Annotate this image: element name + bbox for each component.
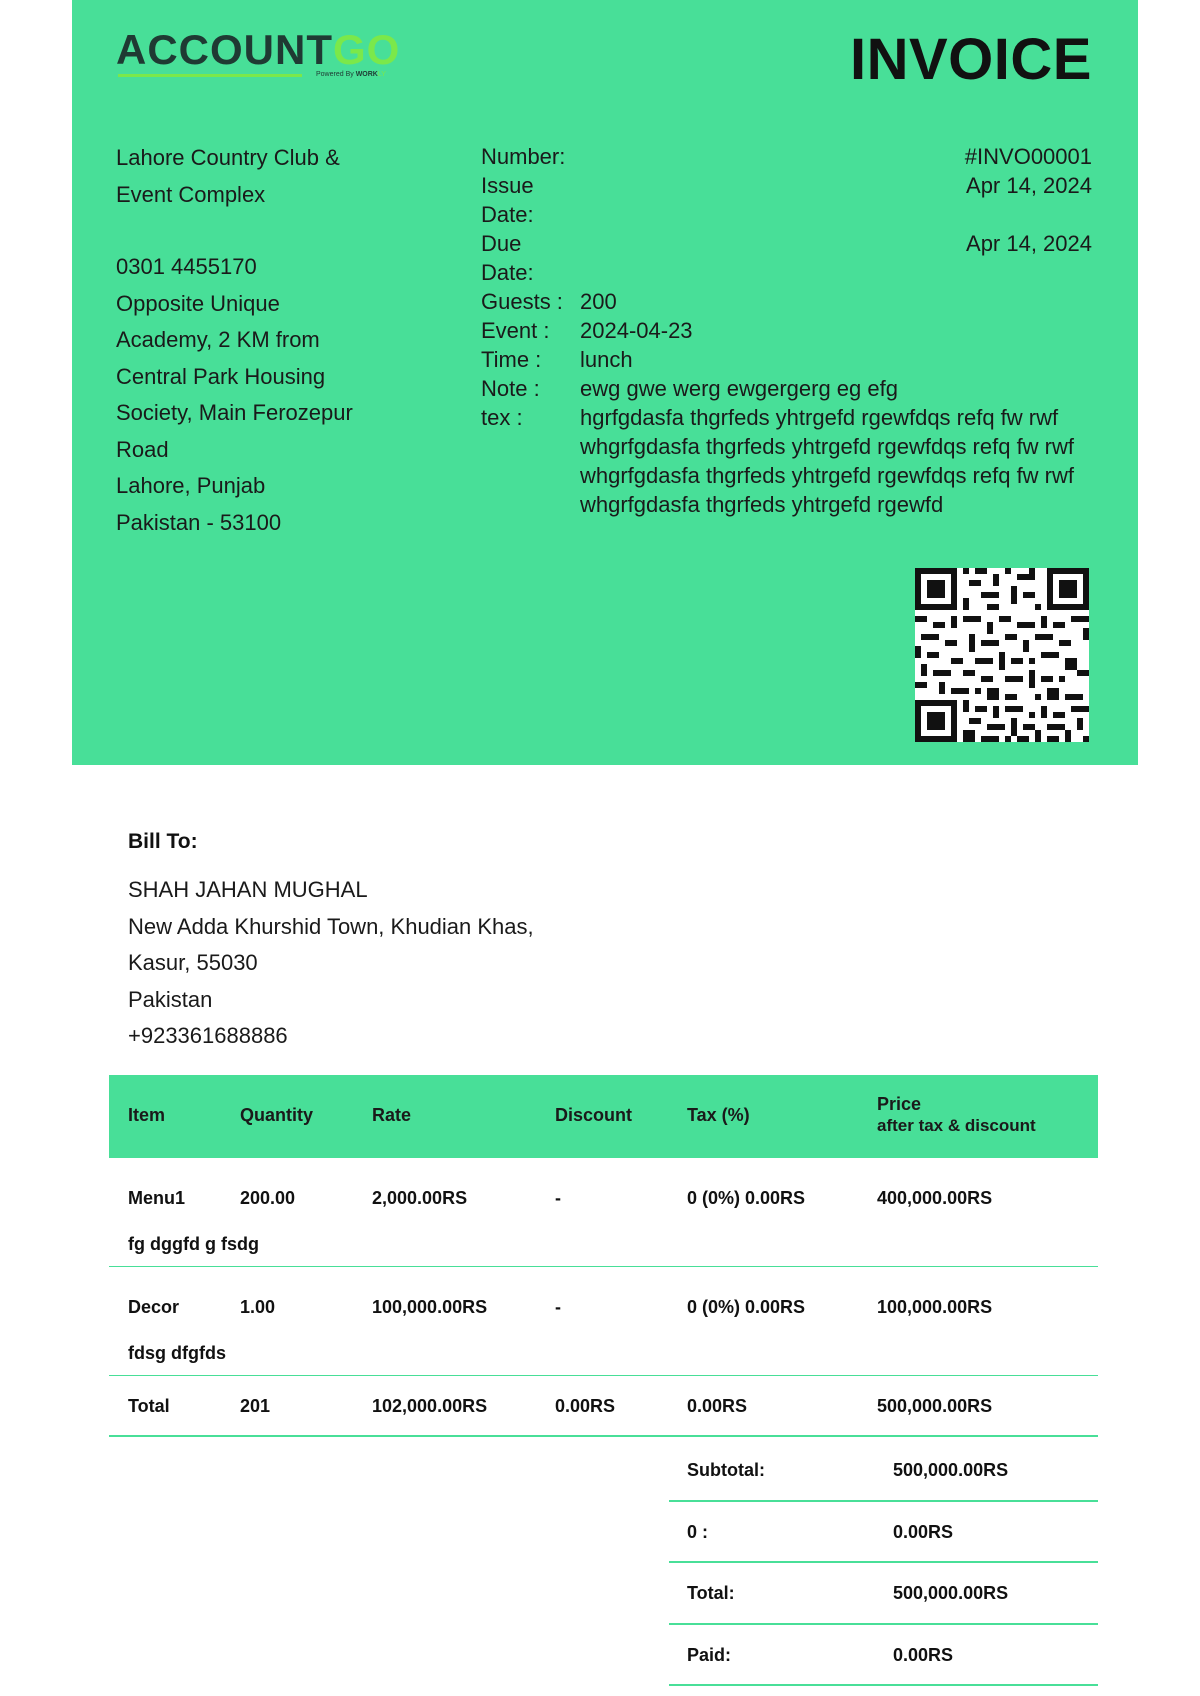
header-price-label: Price (877, 1094, 922, 1114)
company-address-line: Central Park Housing (116, 363, 326, 389)
row-quantity: 1.00 (240, 1297, 276, 1317)
invoice-number-label: Number: (481, 144, 566, 169)
summary-value: 0.00RS (893, 1521, 954, 1542)
client-phone: +923361688886 (128, 1023, 288, 1048)
row-discount: - (555, 1297, 561, 1317)
document-title: INVOICE (850, 27, 1092, 92)
row-description: fg dggfd g fsdg (128, 1234, 259, 1254)
table-total-row (109, 1376, 1098, 1437)
tex-label: tex : (481, 405, 523, 430)
row-discount: - (555, 1188, 561, 1208)
summary-value: 0.00RS (893, 1644, 954, 1665)
note-label: Note : (481, 376, 540, 401)
company-address-line: Road (116, 436, 169, 462)
row-tax: 0 (0%) 0.00RS (687, 1188, 806, 1208)
due-date-value: Apr 14, 2024 (966, 231, 1092, 256)
time-value: lunch (580, 347, 633, 372)
bill-to-heading: Bill To: (128, 830, 198, 853)
guests-value: 200 (580, 289, 617, 314)
client-country: Pakistan (128, 986, 213, 1012)
logo-underline (118, 74, 302, 77)
header-item: Item (128, 1105, 166, 1125)
invoice-header-panel (72, 0, 1138, 765)
header-discount: Discount (555, 1105, 633, 1125)
summary-row-total (669, 1563, 1098, 1625)
row-item: Menu1 (128, 1188, 186, 1208)
company-address-line: Lahore, Punjab (116, 473, 266, 498)
total-rate: 102,000.00RS (372, 1396, 488, 1416)
client-address-block (128, 872, 534, 1055)
due-date-label-line1: Due (481, 231, 522, 256)
issue-date-value: Apr 14, 2024 (966, 173, 1092, 198)
row-tax: 0 (0%) 0.00RS (687, 1297, 806, 1317)
total-label: Total (128, 1396, 170, 1416)
company-address-line: Society, Main Ferozepur (116, 400, 353, 425)
invoice-summary (669, 1440, 1098, 1686)
event-value: 2024-04-23 (580, 318, 693, 343)
summary-label: Total: (687, 1583, 735, 1603)
invoice-number-value: #INVO00001 (964, 144, 1092, 169)
table-header-row (109, 1075, 1098, 1158)
header-tax: Tax (%) (687, 1105, 750, 1125)
header-price (877, 1093, 1036, 1137)
table-row (109, 1267, 1098, 1376)
summary-label: Subtotal: (687, 1460, 765, 1480)
logo-powered-by: Powered By WORKLY (316, 71, 386, 78)
total-quantity: 201 (240, 1396, 271, 1416)
total-discount: 0.00RS (555, 1396, 616, 1416)
summary-value: 500,000.00RS (893, 1583, 1009, 1603)
qr-code (915, 568, 1089, 742)
row-description: fdsg dfgfds (128, 1343, 226, 1363)
line-items-table (109, 1075, 1098, 1437)
summary-row-subtotal (669, 1440, 1098, 1502)
row-price: 100,000.00RS (877, 1297, 993, 1317)
row-quantity: 200.00 (240, 1188, 296, 1208)
company-name-line2: Event Complex (116, 181, 266, 207)
guests-label: Guests : (481, 289, 563, 314)
company-address-block (116, 140, 396, 541)
row-rate: 100,000.00RS (372, 1297, 488, 1317)
client-name: SHAH JAHAN MUGHAL (128, 877, 368, 902)
total-price: 500,000.00RS (877, 1396, 993, 1416)
issue-date-label-line2: Date: (481, 202, 534, 227)
client-address-line1: New Adda Khurshid Town, Khudian Khas, (128, 913, 534, 939)
issue-date-label-line1: Issue (481, 173, 534, 198)
company-address-line: Opposite Unique (116, 290, 280, 316)
client-address-line2: Kasur, 55030 (128, 950, 258, 975)
summary-row-paid (669, 1625, 1098, 1687)
company-name-line1: Lahore Country Club & (116, 145, 340, 170)
row-item: Decor (128, 1297, 180, 1317)
logo-wordmark: ACCOUNTGO (116, 26, 401, 73)
event-label: Event : (481, 318, 550, 343)
header-price-sublabel: after tax & discount (877, 1116, 1036, 1135)
row-rate: 2,000.00RS (372, 1188, 468, 1208)
company-phone: 0301 4455170 (116, 254, 257, 279)
company-address-line: Academy, 2 KM from (116, 327, 320, 352)
summary-row-tax (669, 1502, 1098, 1564)
table-row (109, 1158, 1098, 1267)
total-tax: 0.00RS (687, 1396, 748, 1416)
accountgo-logo (116, 26, 426, 86)
note-value: ewg gwe werg ewgergerg eg efg (580, 376, 898, 401)
summary-value: 500,000.00RS (893, 1460, 1009, 1480)
header-rate: Rate (372, 1105, 412, 1125)
due-date-label-line2: Date: (481, 260, 534, 285)
tex-value: hgrfgdasfa thgrfeds yhtrgefd rgewfdqs refq fw rwf whgrfgdasfa thgrfeds yhtrgefd rgewfdqs refq fw rwf whgrfgdasfa thgrfeds yhtrgefd rgewfdqs refq fw rwf whgrfgdasfa thgrfeds yhtrgefd rgewfd (580, 405, 1075, 517)
time-label: Time : (481, 347, 542, 372)
summary-label: 0 : (687, 1521, 709, 1542)
header-quantity: Quantity (240, 1105, 314, 1125)
company-address-line: Pakistan - 53100 (116, 509, 282, 535)
row-price: 400,000.00RS (877, 1188, 993, 1208)
summary-label: Paid: (687, 1644, 732, 1665)
